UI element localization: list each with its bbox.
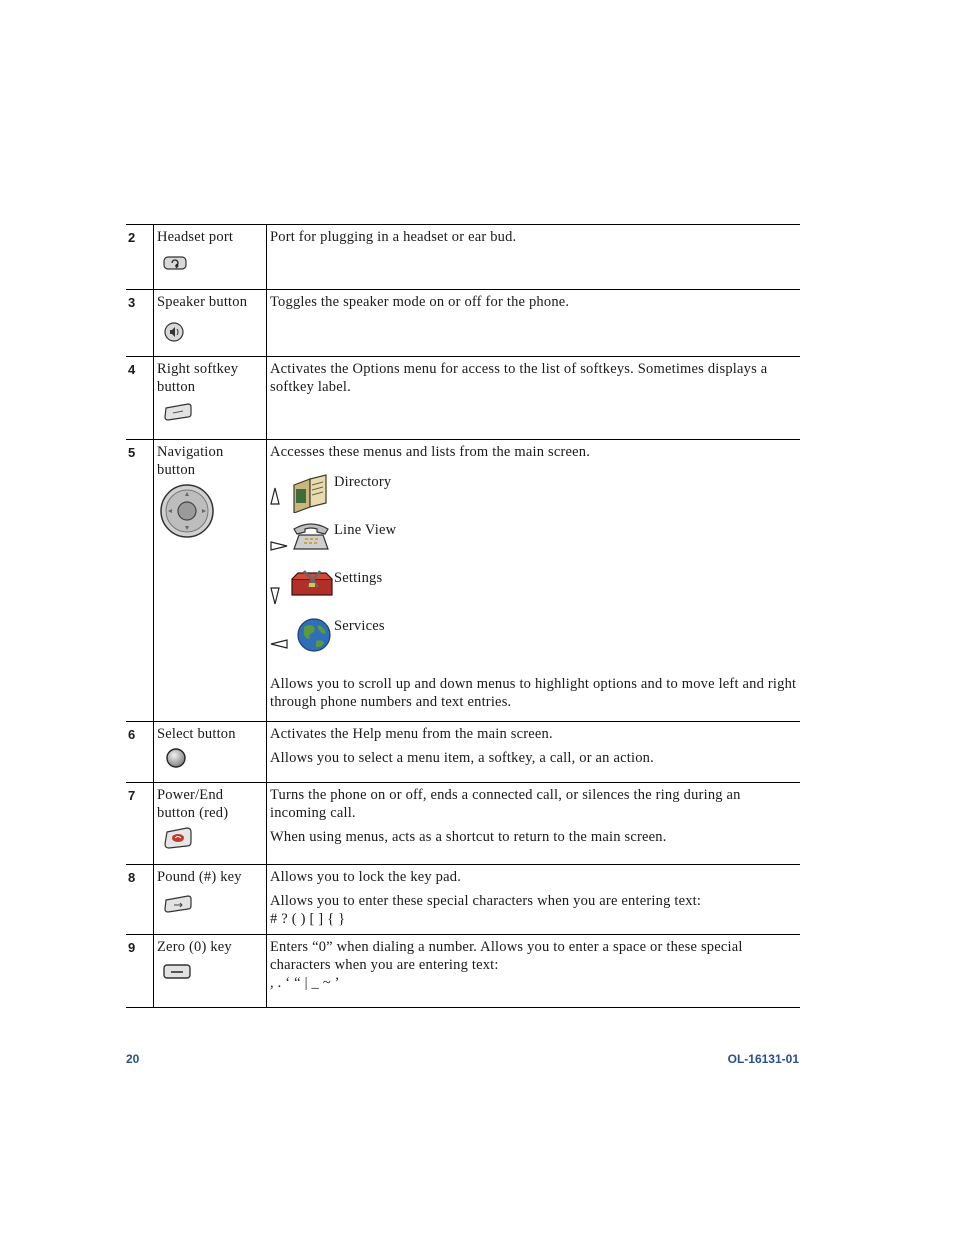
description-cell — [267, 225, 801, 290]
book-icon — [290, 473, 330, 513]
description-text: Allows you to scroll up and down menus to highlight options and to move left and right through phone numbers and text entries. — [270, 676, 797, 710]
special-characters: # ? ( ) [ ] { } — [270, 911, 346, 927]
document-id: OL-16131-01 — [727, 1052, 799, 1066]
row-number: 9 — [126, 935, 154, 1008]
description-text: Allows you to lock the key pad. — [270, 869, 462, 885]
speaker-icon — [163, 321, 187, 343]
table-row — [126, 290, 800, 357]
globe-icon — [296, 617, 332, 653]
feature-cell — [154, 783, 267, 865]
table-row — [126, 935, 800, 1008]
select-button-icon — [165, 747, 187, 769]
row-number: 4 — [126, 357, 154, 440]
feature-label: Select button — [157, 726, 236, 742]
description-text: Allows you to enter these special characters when you are entering text: — [270, 893, 702, 909]
feature-cell — [154, 225, 267, 290]
description-text: Port for plugging in a headset or ear bud. — [270, 229, 517, 245]
power-button-icon — [163, 826, 193, 850]
nav-label: Directory — [334, 474, 392, 490]
toolbox-icon — [290, 569, 334, 599]
nav-item-line-view — [270, 521, 797, 569]
nav-label: Services — [334, 618, 385, 634]
pound-key-icon — [163, 894, 193, 914]
table-row — [126, 357, 800, 440]
description-text: Toggles the speaker mode on or off for the phone. — [270, 294, 570, 310]
description-cell — [267, 290, 801, 357]
row-number: 6 — [126, 722, 154, 783]
description-cell — [267, 935, 801, 1008]
description-text: When using menus, acts as a shortcut to return to the main screen. — [270, 829, 667, 845]
feature-label: Navigation button — [157, 444, 224, 478]
feature-label: Pound (#) key — [157, 869, 242, 885]
softkey-icon — [163, 402, 193, 422]
navigation-menu-list — [270, 473, 797, 665]
nav-label: Settings — [334, 570, 383, 586]
nav-item-services — [270, 617, 797, 665]
description-text: Allows you to select a menu item, a softkey, a call, or an action. — [270, 750, 654, 766]
right-arrow-icon — [270, 541, 288, 551]
page-number: 20 — [126, 1052, 140, 1066]
row-number: 3 — [126, 290, 154, 357]
nav-label: Line View — [334, 522, 397, 538]
description-text: Accesses these menus and lists from the main screen. — [270, 444, 591, 460]
description-cell — [267, 722, 801, 783]
table-row — [126, 722, 800, 783]
table-row — [126, 865, 800, 935]
description-text: Enters “0” when dialing a number. Allows you to enter a space or these special characters when you are entering text: — [270, 939, 743, 973]
feature-label: Speaker button — [157, 294, 248, 310]
nav-item-settings — [270, 569, 797, 617]
row-number: 7 — [126, 783, 154, 865]
feature-cell — [154, 440, 267, 722]
description-cell — [267, 357, 801, 440]
feature-cell — [154, 722, 267, 783]
feature-label: Headset port — [157, 229, 234, 245]
feature-cell — [154, 865, 267, 935]
up-arrow-icon — [270, 487, 280, 505]
description-cell — [267, 783, 801, 865]
feature-label: Right softkey button — [157, 361, 239, 395]
feature-table — [126, 224, 800, 1008]
special-characters: , . ‘ “ | _ ~ ’ — [270, 975, 340, 991]
feature-label: Power/End button (red) — [157, 787, 229, 821]
down-arrow-icon — [270, 587, 280, 605]
row-number: 2 — [126, 225, 154, 290]
description-text: Turns the phone on or off, ends a connected call, or silences the ring during an incoming call. — [270, 787, 741, 821]
left-arrow-icon — [270, 639, 288, 649]
description-text: Activates the Help menu from the main screen. — [270, 726, 553, 742]
description-text: Activates the Options menu for access to the list of softkeys. Sometimes displays a softkey label. — [270, 361, 768, 395]
headset-port-icon — [163, 256, 189, 272]
feature-cell — [154, 357, 267, 440]
zero-key-icon — [163, 964, 191, 980]
table-row — [126, 225, 800, 290]
table-row — [126, 440, 800, 722]
row-number: 8 — [126, 865, 154, 935]
phone-icon — [290, 521, 332, 553]
description-cell — [267, 865, 801, 935]
description-cell — [267, 440, 801, 722]
row-number: 5 — [126, 440, 154, 722]
feature-label: Zero (0) key — [157, 939, 232, 955]
feature-cell — [154, 290, 267, 357]
table-row — [126, 783, 800, 865]
nav-item-directory — [270, 473, 797, 521]
feature-cell — [154, 935, 267, 1008]
navigation-button-icon — [159, 483, 215, 539]
